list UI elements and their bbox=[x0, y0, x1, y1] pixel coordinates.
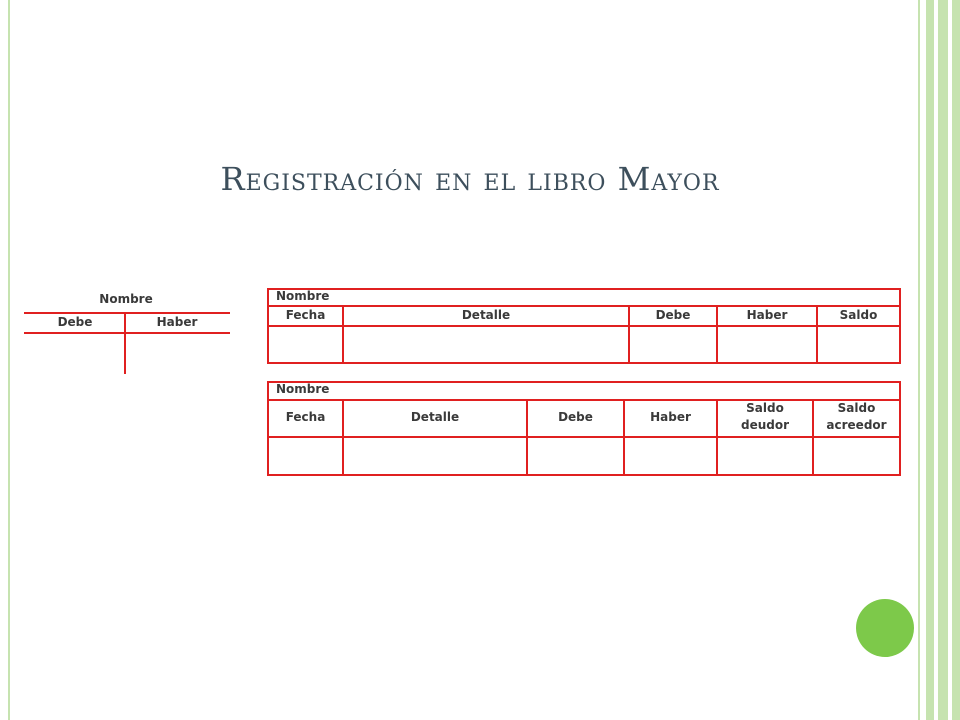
table-border-bottom bbox=[267, 362, 901, 364]
column-header-debe: Debe bbox=[558, 410, 593, 424]
table-border-left bbox=[267, 381, 269, 476]
column-header-fecha: Fecha bbox=[285, 410, 326, 424]
column-header-saldo-deudor-line1: Saldo bbox=[746, 401, 784, 415]
t-account-credit-label: Haber bbox=[156, 315, 198, 329]
column-header-saldo: Saldo bbox=[839, 308, 878, 322]
table-border-right bbox=[899, 288, 901, 364]
table-border-top bbox=[267, 288, 901, 290]
slide-frame-right-stripe bbox=[952, 0, 960, 720]
column-header-saldo-acreedor-line1: Saldo bbox=[837, 401, 876, 415]
t-account-name: Nombre bbox=[99, 292, 153, 306]
table-name: Nombre bbox=[276, 382, 330, 396]
table-border bbox=[267, 436, 901, 438]
table-name: Nombre bbox=[276, 289, 330, 303]
table-border-left bbox=[267, 288, 269, 364]
column-header-saldo-acreedor-line2: acreedor bbox=[826, 418, 887, 432]
table-border-right bbox=[899, 381, 901, 476]
t-account-top-line bbox=[24, 312, 230, 314]
slide-frame-right-stripe bbox=[938, 0, 948, 720]
table-border bbox=[267, 325, 901, 327]
t-account-divider bbox=[124, 312, 126, 374]
table-border bbox=[267, 305, 901, 307]
column-header-detalle: Detalle bbox=[461, 308, 511, 322]
t-account-bottom-line bbox=[24, 332, 230, 334]
column-header-saldo-deudor-line2: deudor bbox=[740, 418, 790, 432]
column-header-haber: Haber bbox=[650, 410, 691, 424]
t-account-debit-label: Debe bbox=[57, 315, 93, 329]
slide-frame-right-stripe bbox=[926, 0, 934, 720]
column-header-detalle: Detalle bbox=[410, 410, 460, 424]
slide-frame-left bbox=[8, 0, 10, 720]
column-header-fecha: Fecha bbox=[285, 308, 326, 322]
slide-title: Registración en el libro Mayor bbox=[220, 160, 720, 198]
column-header-debe: Debe bbox=[655, 308, 691, 322]
table-border-top bbox=[267, 381, 901, 383]
decorative-green-circle bbox=[856, 599, 914, 657]
table-border-bottom bbox=[267, 474, 901, 476]
column-header-haber: Haber bbox=[746, 308, 788, 322]
slide-frame-right-stripe bbox=[918, 0, 920, 720]
